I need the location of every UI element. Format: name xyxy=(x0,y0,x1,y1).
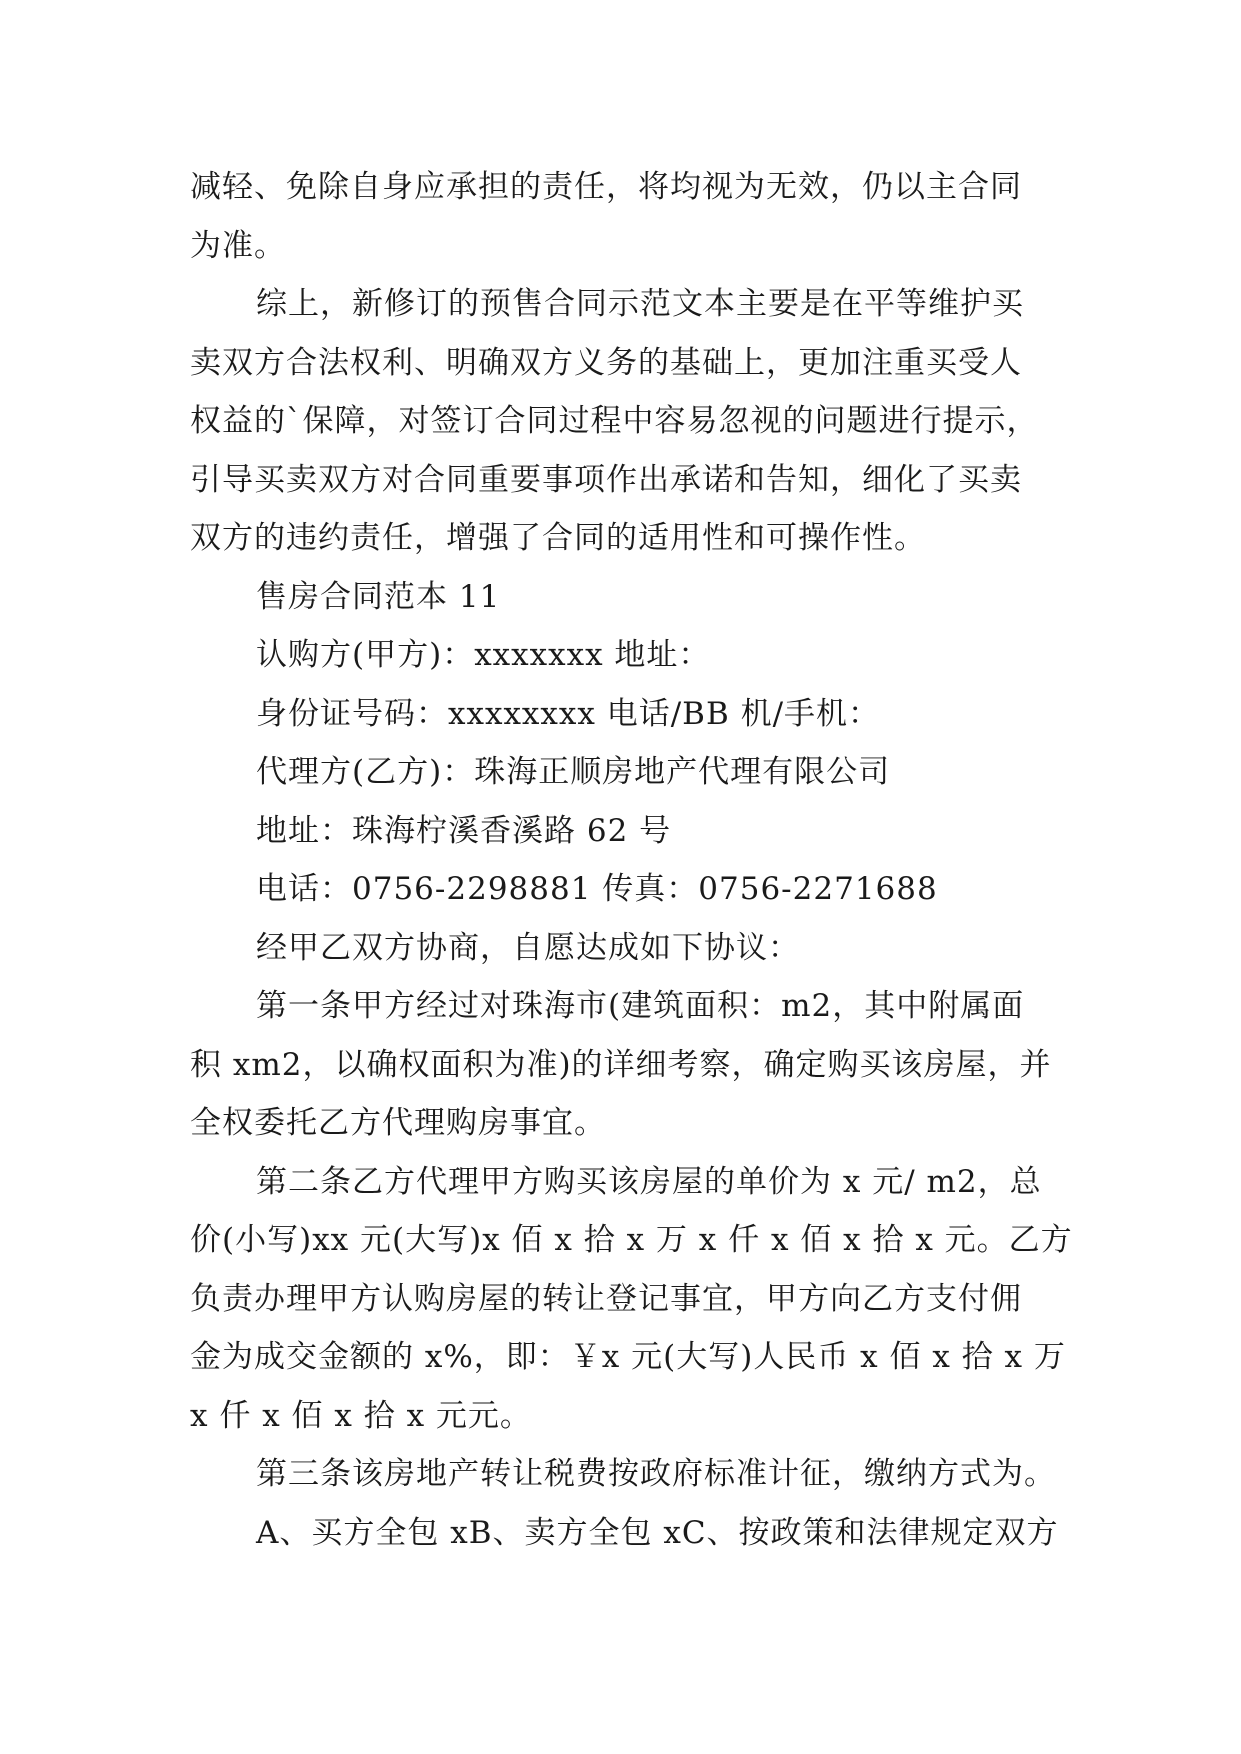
text-line-4: 卖双方合法权利、明确双方义务的基础上，更加注重买受人 xyxy=(190,344,1022,381)
agreement-intro: 经甲乙双方协商，自愿达成如下协议： xyxy=(256,929,800,966)
article-2-line-3: 负责办理甲方认购房屋的转让登记事宜，甲方向乙方支付佣 xyxy=(190,1280,1022,1317)
article-3-options: A、买方全包 xB、卖方全包 xC、按政策和法律规定双方 xyxy=(256,1514,1059,1551)
text-line-3: 综上，新修订的预售合同示范文本主要是在平等维护买 xyxy=(256,286,1024,322)
buyer-id-phone: 身份证号码：xxxxxxxx 电话/BB 机/手机： xyxy=(256,695,881,732)
article-2-line-1: 第二条乙方代理甲方购买该房屋的单价为 x 元/ m2，总 xyxy=(256,1163,1042,1200)
article-1-line-1: 第一条甲方经过对珠海市(建筑面积：m2，其中附属面 xyxy=(256,988,1025,1024)
agent-phone-fax: 电话：0756-2298881 传真：0756-2271688 xyxy=(256,871,938,907)
agent-address: 地址：珠海柠溪香溪路 62 号 xyxy=(256,812,672,849)
article-2-line-5: x 仟 x 佰 x 拾 x 元元。 xyxy=(190,1397,532,1434)
text-line-6: 引导买卖双方对合同重要事项作出承诺和告知，细化了买卖 xyxy=(190,461,1022,498)
text-line-5: 权益的`保障，对签订合同过程中容易忽视的问题进行提示， xyxy=(190,403,1039,439)
agent-info: 代理方(乙方)：珠海正顺房地产代理有限公司 xyxy=(256,754,891,790)
article-2-line-4: 金为成交金额的 x%，即：￥x 元(大写)人民币 x 佰 x 拾 x 万 xyxy=(190,1339,1066,1375)
buyer-info: 认购方(甲方)：xxxxxxx 地址： xyxy=(256,637,711,673)
article-2-line-2: 价(小写)xx 元(大写)x 佰 x 拾 x 万 x 仟 x 佰 x 拾 x 元。乙方 xyxy=(190,1222,1073,1258)
text-line-7: 双方的违约责任，增强了合同的适用性和可操作性。 xyxy=(190,520,926,556)
document-body xyxy=(190,158,1073,1562)
text-line-1: 减轻、免除自身应承担的责任，将均视为无效，仍以主合同 xyxy=(190,169,1022,205)
article-3-line-1: 第三条该房地产转让税费按政府标准计征，缴纳方式为。 xyxy=(256,1456,1056,1492)
section-heading: 售房合同范本 11 xyxy=(256,578,501,615)
article-1-line-3: 全权委托乙方代理购房事宜。 xyxy=(190,1105,606,1141)
article-1-line-2: 积 xm2，以确权面积为准)的详细考察，确定购买该房屋，并 xyxy=(190,1046,1052,1083)
text-line-2: 为准。 xyxy=(190,227,286,264)
